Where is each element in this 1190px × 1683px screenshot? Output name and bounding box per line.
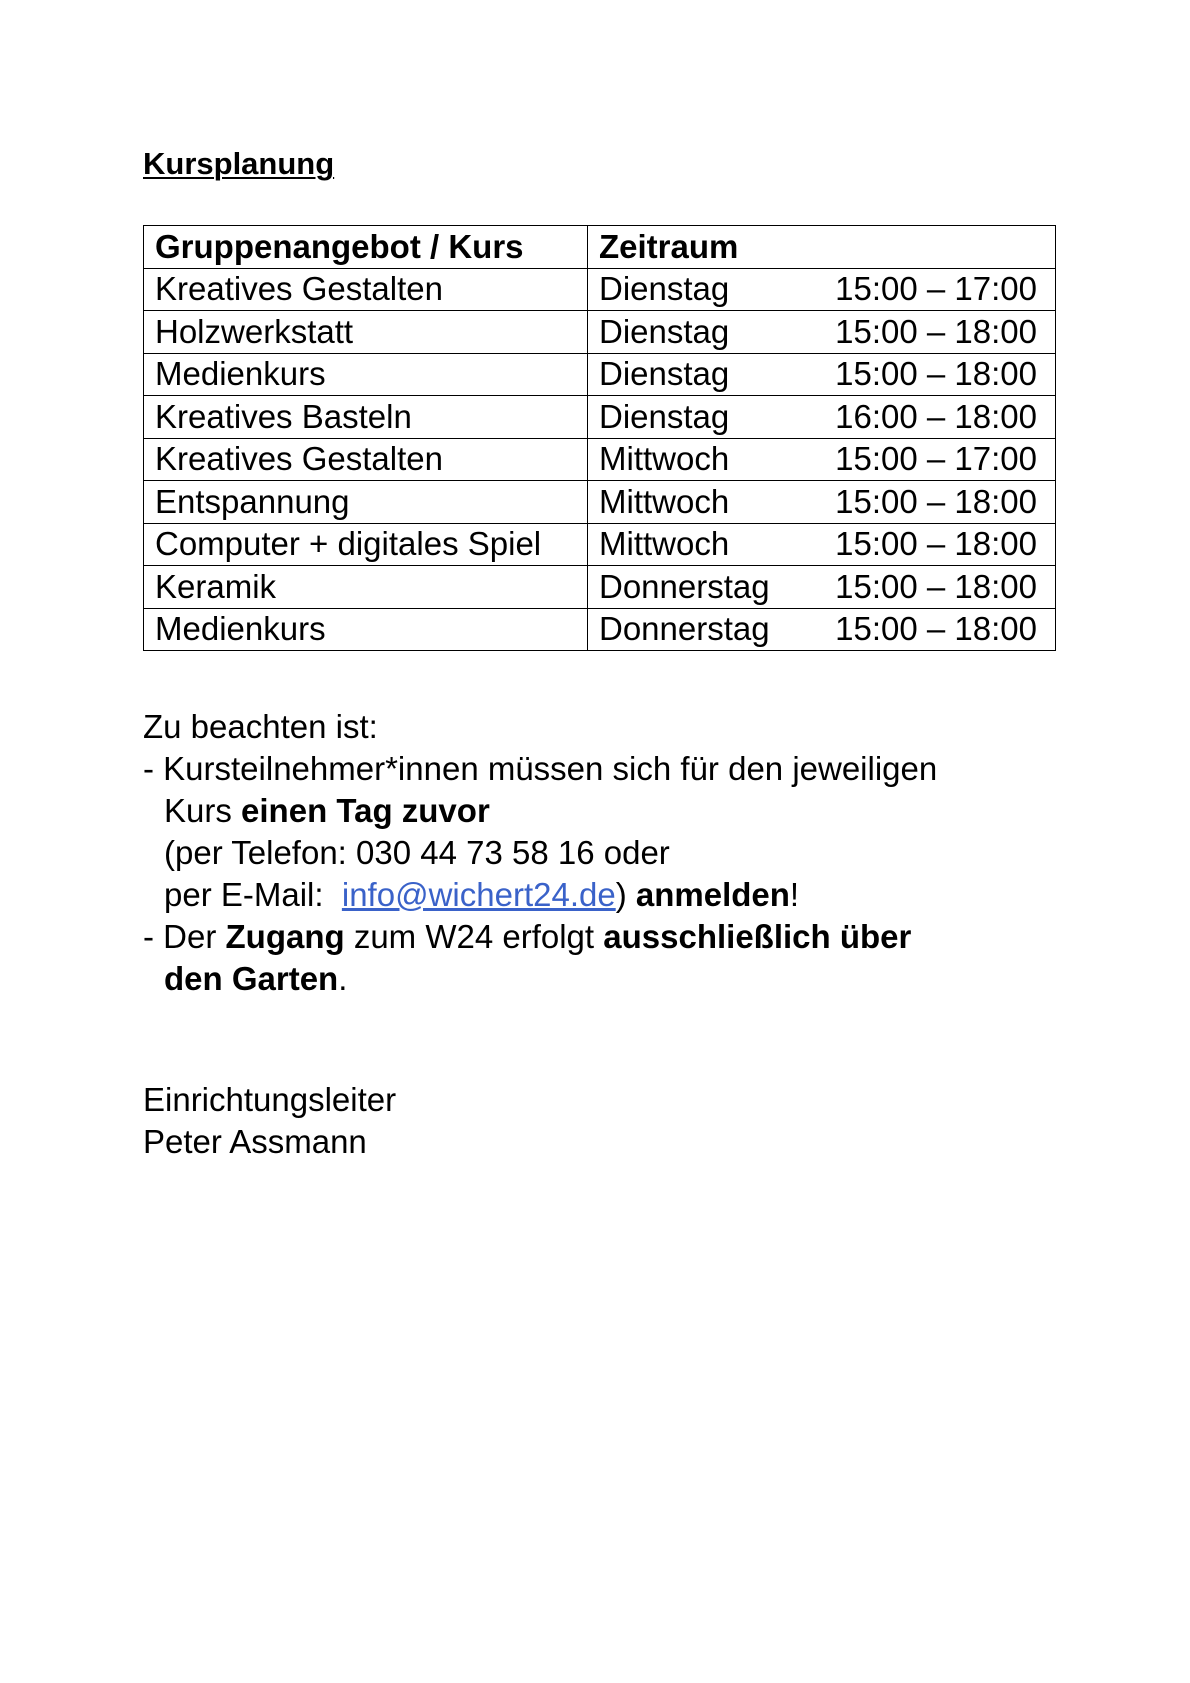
day-text: Donnerstag — [599, 610, 770, 648]
exclaim: ! — [789, 876, 800, 913]
note-item-2-line-2 — [143, 958, 937, 1000]
table-row — [144, 608, 1056, 651]
period-content — [599, 397, 1055, 437]
signature-role: Einrichtungsleiter — [143, 1081, 397, 1118]
day-text: Mittwoch — [599, 482, 730, 520]
note-2-middle: zum W24 erfolgt — [344, 918, 604, 955]
period-content — [599, 567, 1055, 607]
course-cell: Computer + digitales Spiel — [144, 523, 588, 566]
table-row — [144, 396, 1056, 439]
register-text: anmelden — [635, 876, 790, 913]
period-cell — [588, 608, 1056, 651]
period-cell — [588, 438, 1056, 481]
note-item-1-line-2 — [143, 790, 937, 832]
day-text: Mittwoch — [599, 440, 730, 478]
note-item-2-line-1 — [143, 916, 937, 958]
course-schedule-table — [143, 225, 1056, 651]
period-content — [599, 312, 1055, 352]
table-row — [144, 481, 1056, 524]
period-content — [599, 354, 1055, 394]
time-text: 15:00 – 17:00 — [835, 440, 1037, 478]
day-text: Dienstag — [599, 270, 730, 308]
course-cell: Kreatives Basteln — [144, 396, 588, 439]
period-cell — [588, 523, 1056, 566]
time-text: 15:00 – 18:00 — [835, 312, 1037, 350]
table-row — [144, 311, 1056, 354]
note-kurs-text: Kurs — [164, 792, 242, 829]
day-text: Dienstag — [599, 397, 730, 435]
time-text: 15:00 – 18:00 — [835, 482, 1037, 520]
note-2-prefix: - Der — [143, 918, 226, 955]
course-cell: Medienkurs — [144, 353, 588, 396]
period-content — [599, 609, 1055, 649]
day-text: Dienstag — [599, 355, 730, 393]
period-content — [599, 482, 1055, 522]
course-cell: Entspannung — [144, 481, 588, 524]
period-content — [599, 439, 1055, 479]
course-cell: Medienkurs — [144, 608, 588, 651]
table-body — [144, 268, 1056, 651]
header-period: Zeitraum — [588, 226, 1056, 269]
time-text: 16:00 – 18:00 — [835, 397, 1037, 435]
time-text: 15:00 – 18:00 — [835, 610, 1037, 648]
period-cell — [588, 311, 1056, 354]
table-row — [144, 438, 1056, 481]
period-cell — [588, 268, 1056, 311]
note-email-line — [143, 874, 937, 916]
note-phone-line: (per Telefon: 030 44 73 58 16 oder — [164, 834, 670, 871]
table-row — [144, 523, 1056, 566]
notes-heading: Zu beachten ist: — [143, 708, 378, 745]
period-content — [599, 269, 1055, 309]
note-deadline: einen Tag zuvor — [241, 792, 490, 829]
access-text: Zugang — [225, 918, 345, 955]
note-2-period: . — [338, 960, 348, 997]
table-row — [144, 268, 1056, 311]
header-course: Gruppenangebot / Kurs — [144, 226, 588, 269]
period-content — [599, 524, 1055, 564]
table-row — [144, 566, 1056, 609]
only-via-text: ausschließlich über — [603, 918, 912, 955]
period-cell — [588, 396, 1056, 439]
course-cell: Kreatives Gestalten — [144, 268, 588, 311]
day-text: Mittwoch — [599, 525, 730, 563]
time-text: 15:00 – 18:00 — [835, 567, 1037, 605]
email-close: ) — [615, 876, 636, 913]
course-cell: Keramik — [144, 566, 588, 609]
course-cell: Holzwerkstatt — [144, 311, 588, 354]
garden-text: den Garten — [164, 960, 339, 997]
table-header-row — [144, 226, 1056, 269]
course-cell: Kreatives Gestalten — [144, 438, 588, 481]
email-link[interactable]: info@wichert24.de — [341, 876, 616, 913]
note-item-1-line-1: - Kursteilnehmer*innen müssen sich für den jeweiligen — [143, 750, 938, 787]
signature-name: Peter Assmann — [143, 1123, 367, 1160]
table-row — [144, 353, 1056, 396]
notes-section — [143, 706, 937, 1000]
page-title: Kursplanung — [143, 146, 335, 181]
period-cell — [588, 481, 1056, 524]
signature-block — [143, 1079, 396, 1163]
time-text: 15:00 – 18:00 — [835, 525, 1037, 563]
period-cell — [588, 566, 1056, 609]
time-text: 15:00 – 18:00 — [835, 355, 1037, 393]
day-text: Dienstag — [599, 312, 730, 350]
day-text: Donnerstag — [599, 567, 770, 605]
email-prefix: per E-Mail: — [164, 876, 342, 913]
period-cell — [588, 353, 1056, 396]
time-text: 15:00 – 17:00 — [835, 270, 1037, 308]
